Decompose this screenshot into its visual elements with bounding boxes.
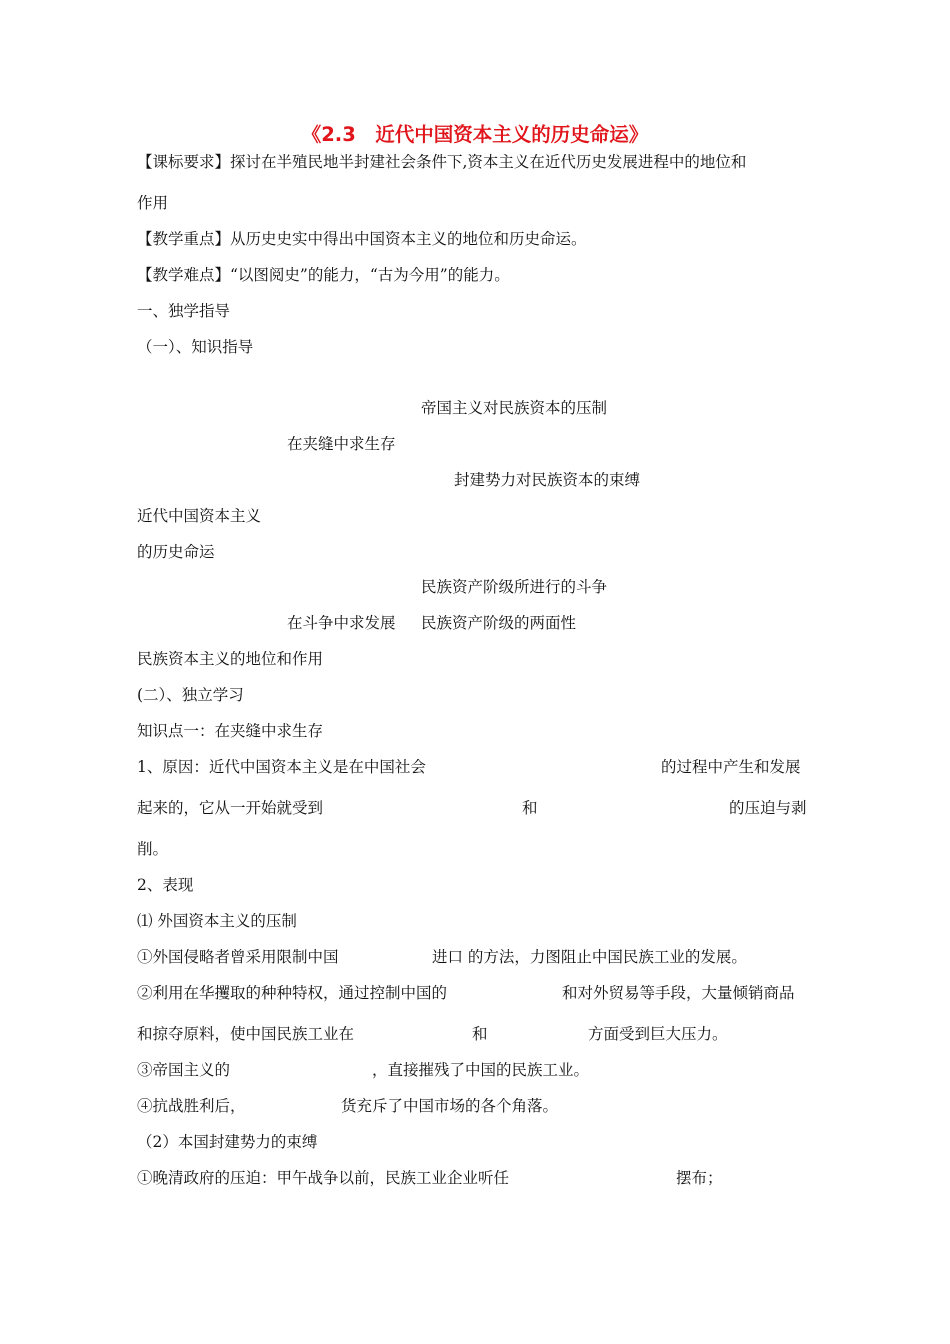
knowledge-point-1: 知识点一：在夹缝中求生存: [137, 722, 324, 740]
q1-text-b: 的过程中产生和发展: [661, 758, 801, 776]
diagram-branch-top-a: 帝国主义对民族资本的压制: [421, 399, 608, 417]
item-3-text-b: ，直接摧残了中国的民族工业。: [372, 1061, 590, 1079]
section-heading-1: 一、独学指导: [137, 302, 231, 320]
diagram-branch-bottom-a: 民族资产阶级所进行的斗争: [421, 578, 608, 596]
item-2-text-a: ②利用在华攫取的种种特权，通过控制中国的: [137, 984, 448, 1002]
q1-text-c: 起来的，它从一开始就受到: [137, 799, 324, 817]
item-3-text-a: ③帝国主义的: [137, 1061, 231, 1079]
q1-text-a: 1、原因：近代中国资本主义是在中国社会: [137, 758, 426, 776]
section-heading-1-2: (二）、独立学习: [137, 686, 244, 704]
section-heading-1-1: （一）、知识指导: [137, 338, 254, 356]
item-2-text-c: 和掠夺原料，使中国民族工业在: [137, 1025, 355, 1043]
q1-text-f: 削。: [137, 840, 169, 858]
q2-heading: 2、表现: [137, 876, 194, 894]
q2-1-heading: ⑴ 外国资本主义的压制: [137, 912, 297, 930]
key-point: 【教学重点】从历史史实中得出中国资本主义的地位和历史命运。: [137, 230, 587, 248]
diagram-branch-bottom-b: 民族资产阶级的两面性: [421, 614, 577, 632]
item-2-text-d: 和: [472, 1025, 488, 1043]
item-4-text-a: ④抗战胜利后，: [137, 1097, 246, 1115]
item-2-text-b: 和对外贸易等手段，大量倾销商品: [562, 984, 795, 1002]
diagram-root-bottom: 民族资本主义的地位和作用: [137, 650, 324, 668]
item-2-text-e: 方面受到巨大压力。: [588, 1025, 728, 1043]
item-5-text-b: 摆布；: [676, 1169, 723, 1187]
document-title: 《2.3 近代中国资本主义的历史命运》: [301, 123, 649, 146]
diagram-root-line-2: 的历史命运: [137, 543, 215, 561]
diagram-node-develop: 在斗争中求发展: [287, 614, 396, 632]
item-1-text-b: 进口 的方法，力图阻止中国民族工业的发展。: [432, 948, 747, 966]
diagram-branch-top-b: 封建势力对民族资本的束缚: [454, 471, 641, 489]
diagram-node-survive: 在夹缝中求生存: [287, 435, 396, 453]
requirements-line-2: 作用: [137, 194, 169, 212]
diagram-root-line-1: 近代中国资本主义: [137, 507, 262, 525]
difficulty: 【教学难点】“以图阅史”的能力，“古为今用”的能力。: [137, 266, 510, 284]
q1-text-e: 的压迫与剥: [729, 799, 807, 817]
q2-2-heading: （2）本国封建势力的束缚: [137, 1133, 318, 1151]
requirements-text: 【课标要求】探讨在半殖民地半封建社会条件下,资本主义在近代历史发展进程中的地位和: [137, 153, 747, 171]
item-1-text-a: ①外国侵略者曾采用限制中国: [137, 948, 339, 966]
q1-text-d: 和: [522, 799, 538, 817]
item-4-text-b: 货充斥了中国市场的各个角落。: [341, 1097, 559, 1115]
item-5-text-a: ①晚清政府的压迫：甲午战争以前，民族工业企业听任: [137, 1169, 510, 1187]
requirements-line-1: [137, 152, 814, 172]
